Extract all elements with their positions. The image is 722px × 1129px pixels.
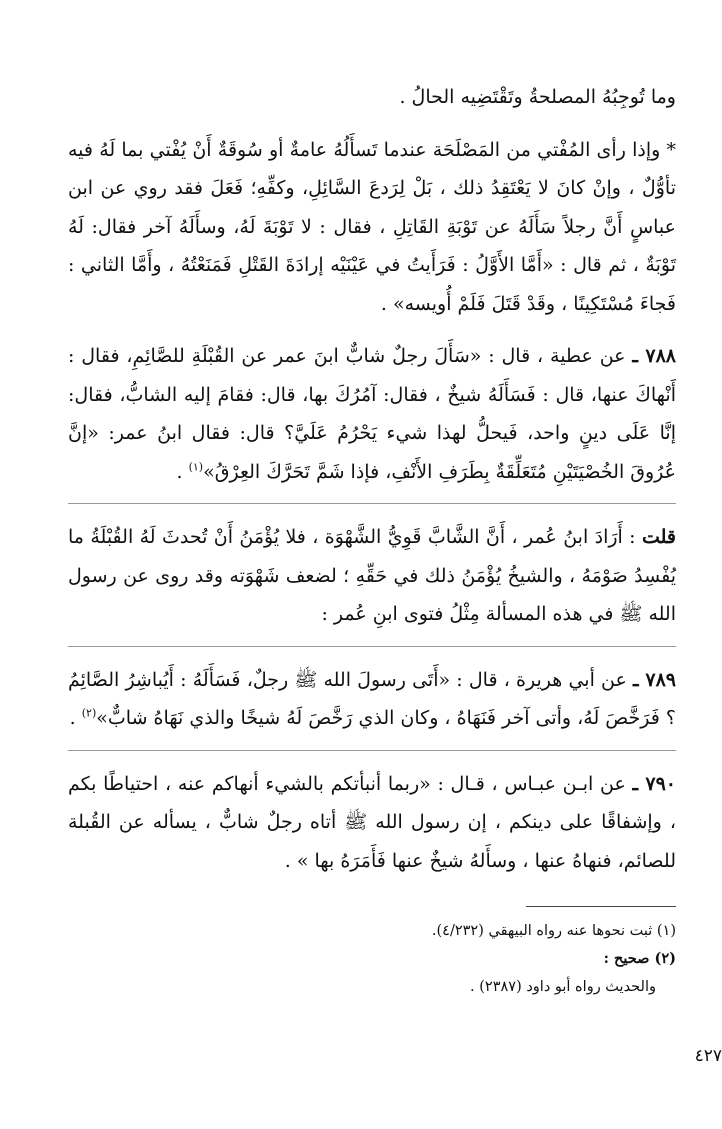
page-number: ٤٢٧ bbox=[694, 1046, 722, 1066]
footnote-2-text: والحديث رواه أبو داود (٢٣٨٧) . bbox=[470, 979, 656, 995]
hadith-788-text: عن عطية ، قال : «سَأَلَ رجلٌ شابٌّ ابنَ عمر عن القُبْلَةِ للصَّائِمِ، فقال : أَنْهاكَ عنها، قال : فَسَأَلَهُ شيخٌ ، فقال: آمُرُكَ بها، قال: فقامَ إليه الشابُّ، فقال: إنَّا عَلَى دينٍ واحد، فَيحلُّ لهذا شيء يَحْرُمُ عَلَيَّ؟ قال: فقال ابنُ عمر: «إنَّ عُرُوقَ الخُصْيَتَيْنِ مُتَعَلِّقَةٌ بِطَرَفِ الأَنْفِ، فإذا شَمَّ تَحَرَّكَ العِرْقُ» bbox=[68, 345, 676, 483]
footnote-separator bbox=[526, 906, 676, 907]
qultu-lead: قلت bbox=[641, 526, 676, 548]
footnote-2-label: (٢) صحيح : bbox=[603, 950, 676, 967]
qultu-paragraph bbox=[68, 518, 676, 634]
hadith-790-text: عن ابـن عبـاس ، قـال : «ربما أنبأتكم بالشيء أنهاكم عنه ، احتياطًا بكم ، وإشفاقًا على دينكم ، إن رسول الله ﷺ أتاه رجلٌ شابٌّ ، يسأله عن القُبلة للصائم، فنهاهُ عنها ، وسأَلهُ شيخٌ عنها فَأَمَرَهُ بها » . bbox=[68, 772, 676, 872]
mufti-text: * وإذا رأى المُفْتي من المَصْلَحَة عندما تَسأَلُهُ عامةٌ أو سُوقَةٌ أَنْ يُفْتي بما لَهُ فيه تأوُّلٌ ، وإنْ كانَ لا يَعْتَقِدُ ذلك ، بَلْ لِرَدعَ السَّائِلِ، وكفِّهِ؛ فَعَلَ فقد روي عن ابن عباسٍ أَنَّ رجلاً سَأَلَهُ عن تَوْبَةِ القَاتِلِ ، فقال : لا تَوْبَةَ لَهُ، وسأَلَهُ آخر فقال: لَهُ تَوْبَةٌ ، ثم قال : «أَمَّا الأَوَّلُ : فَرَأَيتُ في عَيْنَيْه إرادَةَ القَتْلِ فَمَنَعْتُهُ ، وأَمَّا الثاني : فَجاءَ مُسْتَكِينًا ، وقَدْ قَتَلَ فَلَمْ أُويسه» . bbox=[68, 138, 676, 315]
hadith-790-number: ٧٩٠ ـ bbox=[632, 772, 676, 795]
hadith-788-end: . bbox=[176, 460, 189, 483]
hadith-790 bbox=[68, 765, 676, 881]
hadith-789-end: . bbox=[69, 707, 82, 729]
footnote-ref-1: (١) bbox=[188, 460, 204, 474]
footnote-ref-2: (٢) bbox=[81, 706, 97, 720]
mufti-paragraph bbox=[68, 131, 676, 324]
hadith-789 bbox=[68, 661, 676, 738]
opening-text: وما تُوجِبُهُ المصلحةُ وتَقْتَضِيه الحالُ . bbox=[399, 86, 676, 108]
hadith-788 bbox=[68, 337, 676, 491]
footnote-1: (١) ثبت نحوها عنه رواه البيهقي (٤/٢٣٢). bbox=[431, 923, 676, 939]
hadith-788-number: ٧٨٨ ـ bbox=[632, 345, 676, 367]
qultu-text: : أَرَادَ ابنُ عُمر ، أَنَّ الشَّابَّ قَوِيُّ الشَّهْوَة ، فلا يُؤْمَنُ أَنْ تُحدثَ لَهُ القُبْلَةُ ما يُفْسِدُ صَوْمَهُ ، والشيخُ يُؤْمَنُ ذلك في حَقِّهِ ؛ لضعف شَهْوَته وقد روى عن رسول الله ﷺ في هذه المسألة مِثْلُ فتوى ابنِ عُمر : bbox=[68, 526, 676, 625]
hadith-789-number: ٧٨٩ ـ bbox=[633, 668, 676, 691]
opening-line bbox=[68, 78, 676, 117]
hadith-789-text: عن أبي هريرة ، قال : «أَتَى رسولَ الله ﷺ رجلٌ، فَسَأَلَهُ : أَيُباشِرُ الصَّائِمُ ؟ فَرَخَّصَ لَهُ، وأتى آخر فَنَهَاهُ ، وكان الذي رَخَّصَ لَهُ شيخًا والذي نَهَاهُ شابٌّ» bbox=[68, 668, 676, 729]
section-divider-1 bbox=[68, 503, 676, 504]
section-divider-2 bbox=[68, 646, 676, 647]
section-divider-3 bbox=[68, 750, 676, 751]
